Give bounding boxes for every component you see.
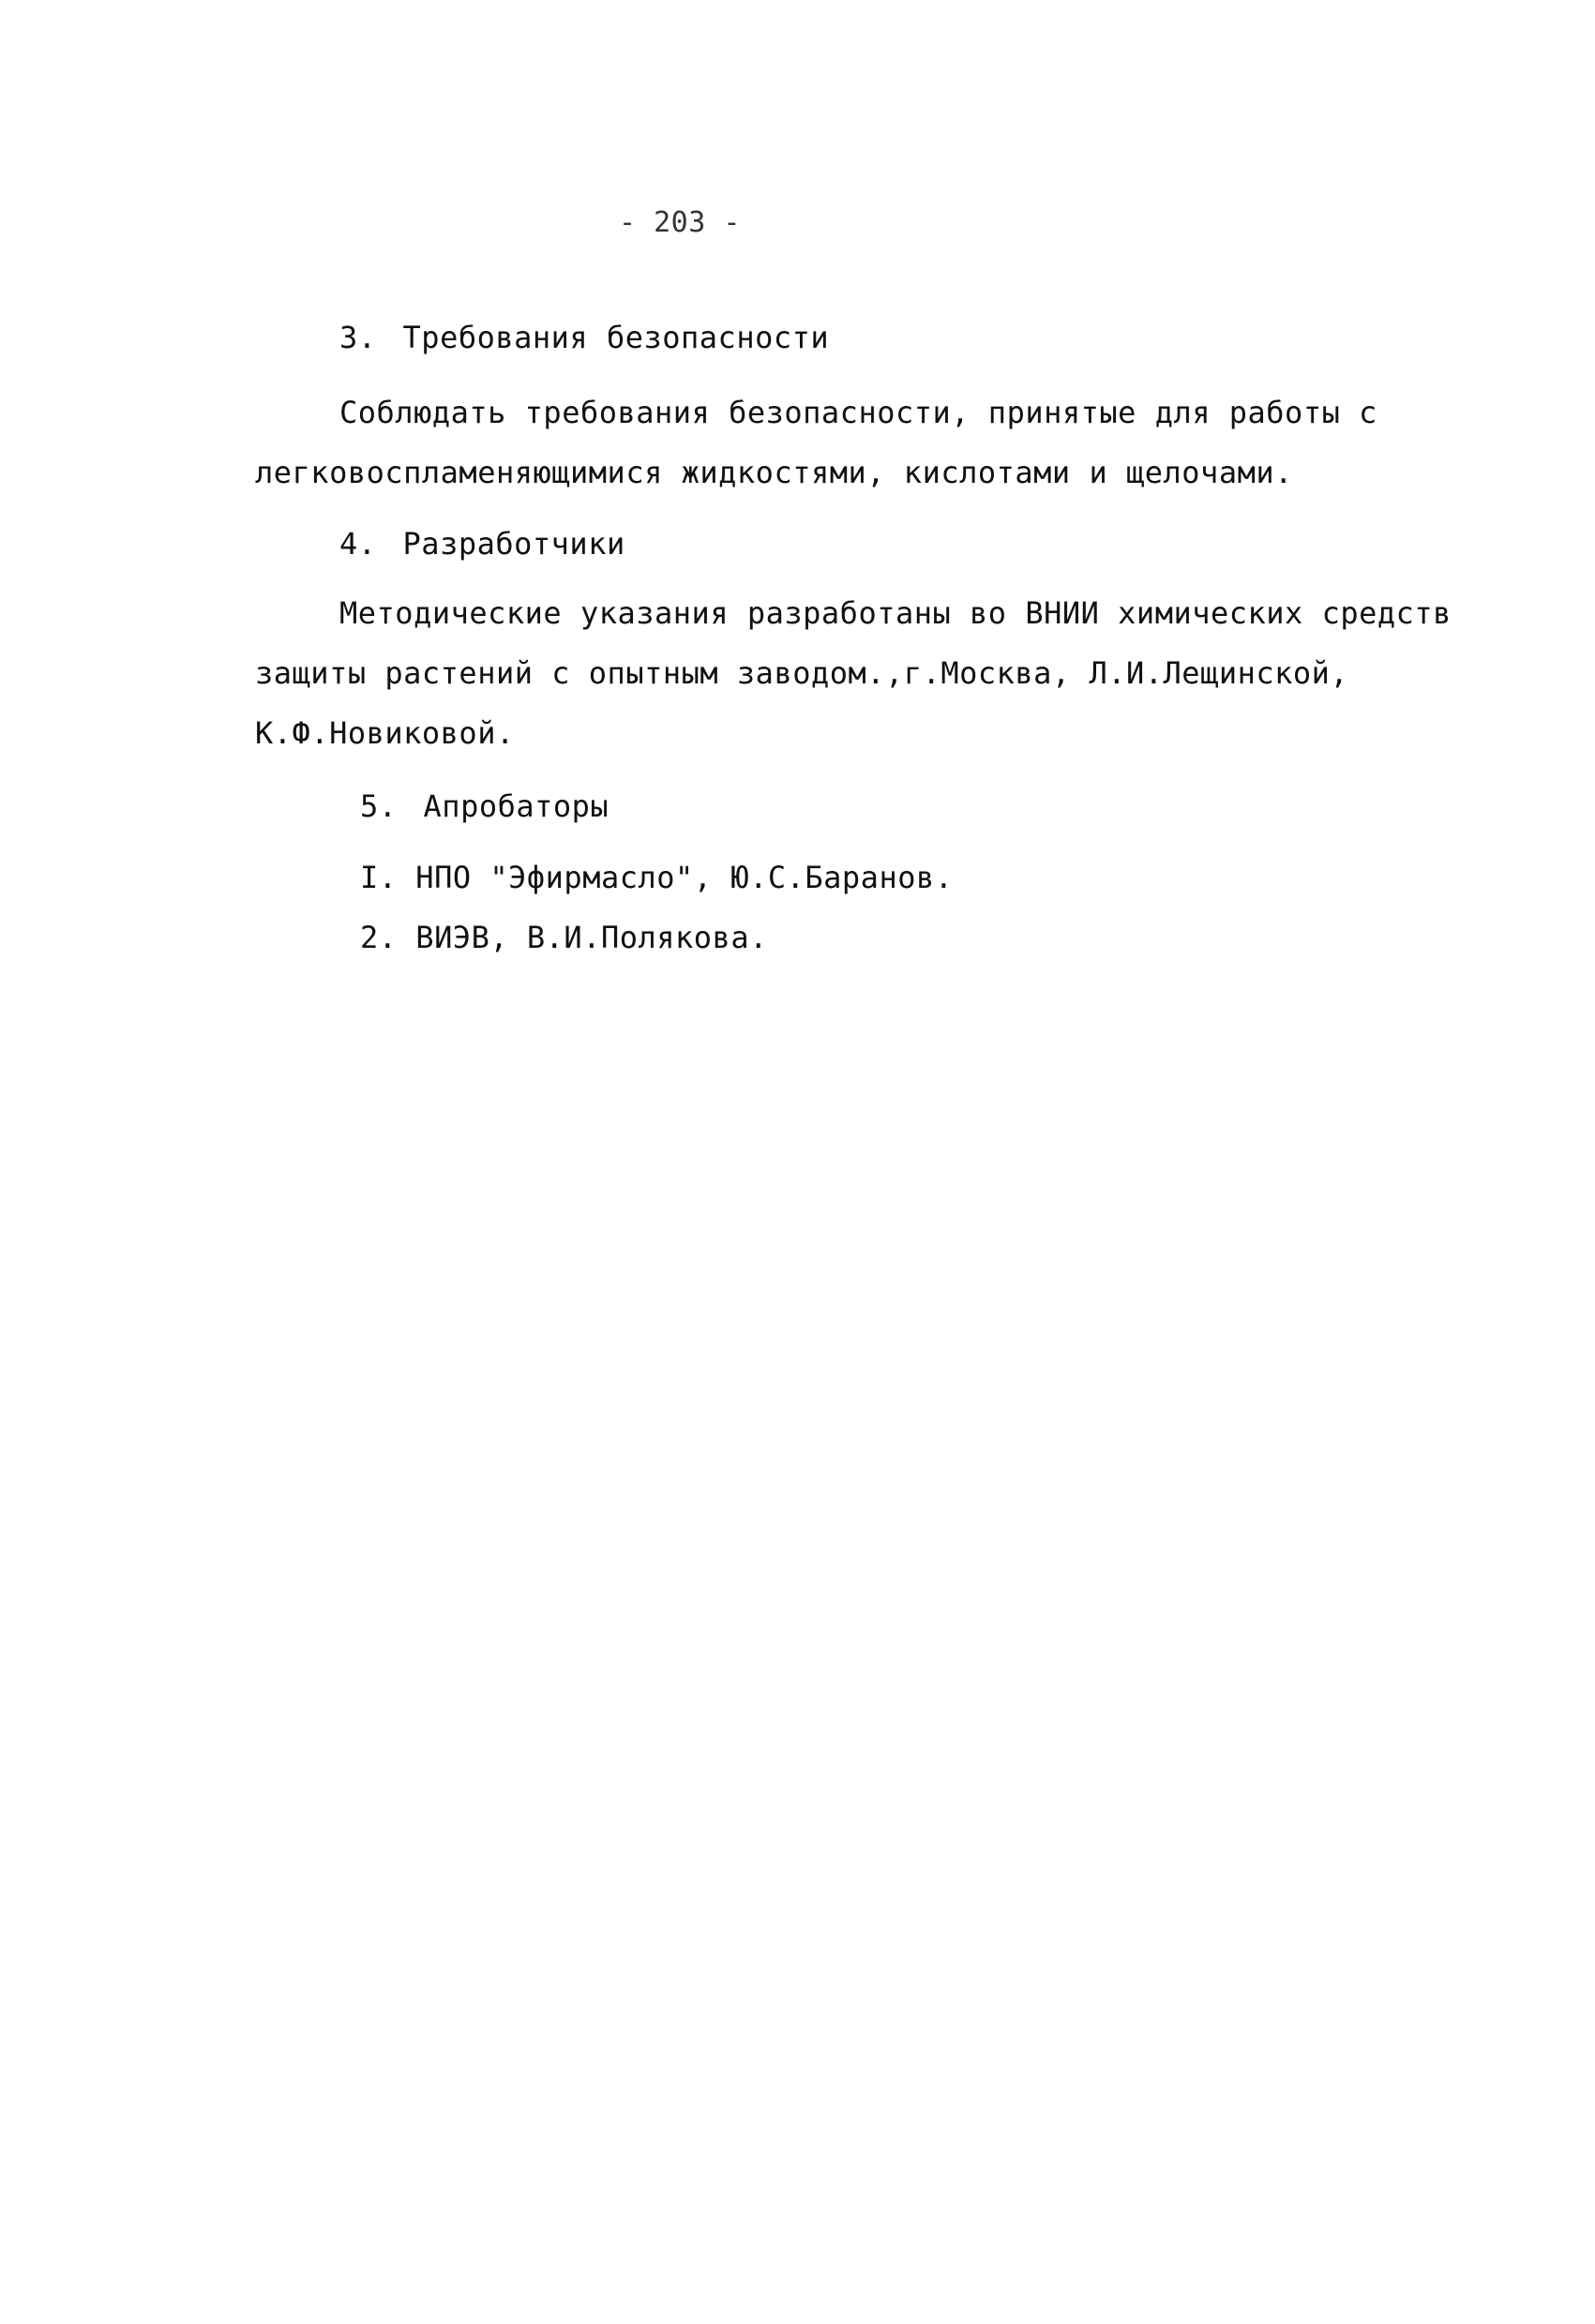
list-item-text: НПО "Эфирмасло", Ю.С.Баранов. (415, 860, 954, 895)
section-5-title: Апробаторы (423, 788, 609, 824)
section-5-heading (360, 787, 609, 825)
section-4-number: 4. (339, 526, 377, 562)
section-4-title: Разработчики (402, 526, 625, 562)
section-4-heading (339, 525, 625, 562)
list-item (360, 859, 954, 896)
list-item-number: 2. (360, 920, 398, 955)
section-4-text-line-2: защиты растений с опытным заводом.,г.Москва, Л.И.Лещинской, (255, 655, 1349, 691)
section-4-text-line-3: К.Ф.Новиковой. (255, 715, 515, 751)
section-3-title: Требования безопасности (402, 320, 830, 355)
list-item (360, 919, 768, 956)
list-item-text: ВИЭВ, В.И.Полякова. (415, 920, 768, 955)
section-4-text-line-1: Методические указания разработаны во ВНИИ химических средств (339, 595, 1452, 631)
list-item-number: I. (360, 860, 398, 895)
section-5-number: 5. (360, 788, 398, 824)
section-3-number: 3. (339, 320, 377, 355)
section-3-heading (339, 319, 829, 356)
page-number: - 203 - (619, 206, 741, 239)
section-3-text-line-2: легковоспламеняющимися жидкостями, кислотами и щелочами. (255, 455, 1293, 490)
section-3-text-line-1: Соблюдать требования безопасности, принятые для работы с (339, 395, 1377, 430)
